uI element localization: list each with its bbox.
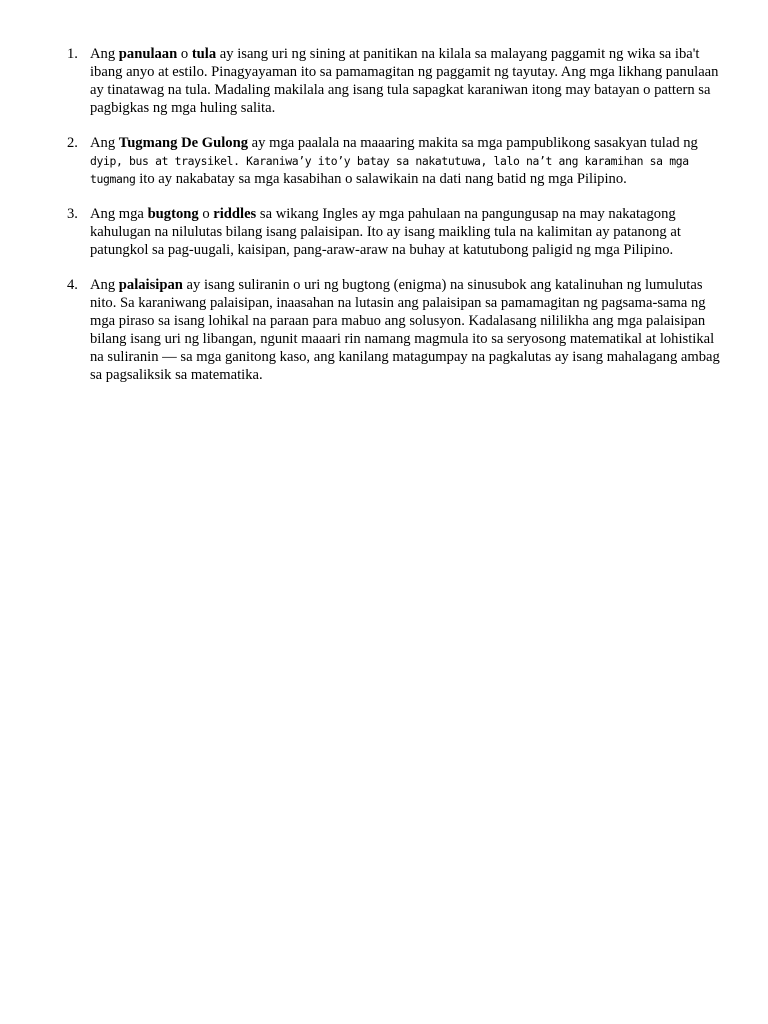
list-paragraph	[90, 45, 730, 117]
text-run: o	[198, 206, 214, 222]
text-run: ay isang uri ng sining at panitikan na kilala sa malayang paggamit ng wika sa iba't ibang anyo at estilo. Pinagyayaman ito sa pamamagitan ng paggamit ng tayutay. Ang mga likhang panulaan ay tinatawag na tula. Madaling makilala ang isang tula sapagkat karaniwan itong may batayan o pattern sa pagbigkas ng mga huling salita.	[90, 46, 719, 116]
text-run: sa wikang Ingles ay mga pahulaan na pangungusap na may nakatagong kahulugan na nilulutas bilang isang palaisipan. Ito ay isang maikling tula na kalimitan ay patanong at patungkol sa pag-uugali, kaisipan, pang-araw-araw na buhay at katutubong paligid ng mga Pilipino.	[90, 206, 681, 258]
text-run: ito ay nakabatay sa mga kasabihan o salawikain na dati nang batid ng mga Pilipino.	[135, 171, 627, 187]
list-item-panulaan	[62, 45, 730, 117]
list-item-bugtong	[62, 205, 730, 259]
list-paragraph	[90, 205, 730, 259]
alt-font-text-run: dyip, bus at traysikel. Karaniwa’y ito’y batay sa nakatutuwa, lalo na’t ang karamihan sa mga tugmang	[90, 154, 689, 186]
bold-term: bugtong	[147, 206, 199, 222]
bold-term: Tugmang De Gulong	[118, 135, 249, 151]
text-run: ay mga paalala na maaaring makita sa mga pampublikong sasakyan tulad ng	[248, 135, 698, 151]
list-item-tugmang-de-gulong	[62, 134, 730, 188]
list-number: 4.	[67, 277, 78, 293]
list-number: 1.	[67, 46, 78, 62]
list-number: 3.	[67, 206, 78, 222]
text-run: o	[177, 46, 192, 62]
text-run: Ang mga	[90, 206, 148, 222]
text-run: Ang	[90, 46, 119, 62]
list-paragraph	[90, 134, 730, 188]
bold-term: palaisipan	[118, 277, 183, 293]
text-run: ay isang suliranin o uri ng bugtong (enigma) na sinusubok ang katalinuhan ng lumulutas nito. Sa karaniwang palaisipan, inaasahan na lutasin ang palaisipan sa pamamagitan ng pagsama-sama ng mga piraso sa isang lohikal na paraan para mabuo ang solusyon. Kadalasang nililikha ang mga palaisipan bilang isang uri ng libangan, ngunit maaari rin namang magmula ito sa seryosong matematikal at lohistikal na suliranin — sa mga ganitong kaso, ang kanilang matagumpay na pagkalutas ay isang mahalagang ambag sa pagsaliksik sa matematika.	[90, 277, 720, 383]
list-paragraph	[90, 276, 730, 384]
text-run: Ang	[90, 277, 119, 293]
bold-term: panulaan	[118, 46, 178, 62]
list-item-palaisipan	[62, 276, 730, 384]
text-run: Ang	[90, 135, 119, 151]
list-number: 2.	[67, 135, 78, 151]
bold-term: tula	[191, 46, 217, 62]
bold-term: riddles	[213, 206, 257, 222]
numbered-list	[62, 45, 730, 401]
